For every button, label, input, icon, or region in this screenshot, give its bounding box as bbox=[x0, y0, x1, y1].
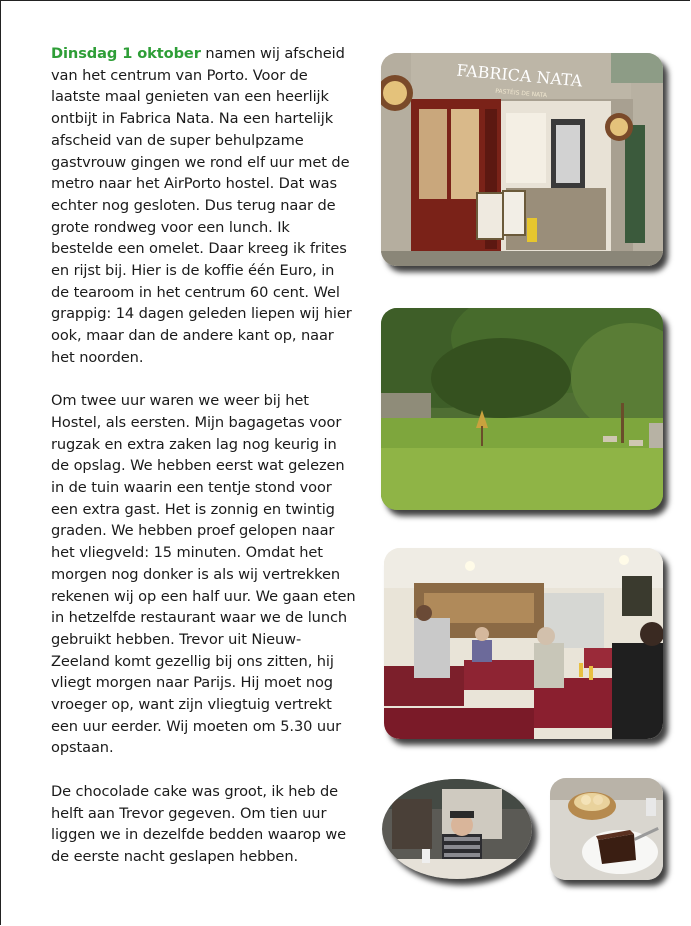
photo-hostel-garden bbox=[381, 308, 663, 510]
article-text bbox=[51, 43, 356, 889]
date-heading: Dinsdag 1 oktober bbox=[51, 45, 201, 62]
photo-trevor-portrait bbox=[382, 779, 532, 879]
photo-restaurant-interior bbox=[384, 548, 663, 739]
paragraph-3: De chocolade cake was groot, ik heb de helft aan Trevor gegeven. Om tien uur liggen we in dezelfde bedden waarop we de eerste nacht geslapen hebben. bbox=[51, 782, 347, 865]
paragraph-1-body: namen wij afscheid van het centrum van Porto. Voor de laatste maal genieten van een heerlijk ontbijt in Fabrica Nata. Na een hartelijk afscheid van de super behulpzame gastvrouw gingen we rond elf uur met de metro naar het AirPorto hostel. Dat was echter nog gesloten. Dus terug naar de grote rondweg voor een lunch. Ik bestelde een omelet. Daar kreeg ik frites en rijst bij. Hier is de koffie één Euro, in de tearoom in het centrum 60 cent. Wel grappig: 14 dagen geleden liepen wij hier ook, maar dan de andere kant op, naar het noorden. bbox=[51, 45, 352, 366]
shop-sign-text: FABRICA NATA bbox=[455, 60, 584, 91]
photo-chocolate-cake bbox=[550, 778, 663, 880]
paragraph-2: Om twee uur waren we weer bij het Hostel, als eersten. Mijn bagagetas voor rugzak en extra zaken lag nog keurig in de opslag. We hebben eerst wat gelezen in de tuin waarin een tentje stond voor een extra gast. Het is zonnig en twintig graden. We hebben proef gelopen naar het vliegveld: 15 minuten. Omdat het morgen nog donker is als wij vertrekken rekenen wij op een half uur. We gaan eten in hetzelfde restaurant waar we de lunch gebruikt hebben. Trevor uit Nieuw-Zeeland komt gezellig bij ons zitten, hij vliegt morgen naar Parijs. Hij moet nog vroeger op, want zijn vliegtuig vertrekt een uur eerder. Wij moeten om 5.30 uur opstaan. bbox=[51, 392, 356, 757]
photo-fabrica-nata-storefront bbox=[381, 53, 663, 266]
paragraph-1 bbox=[51, 43, 356, 369]
shop-subsign-text: PASTÉIS DE NATA bbox=[495, 87, 548, 100]
